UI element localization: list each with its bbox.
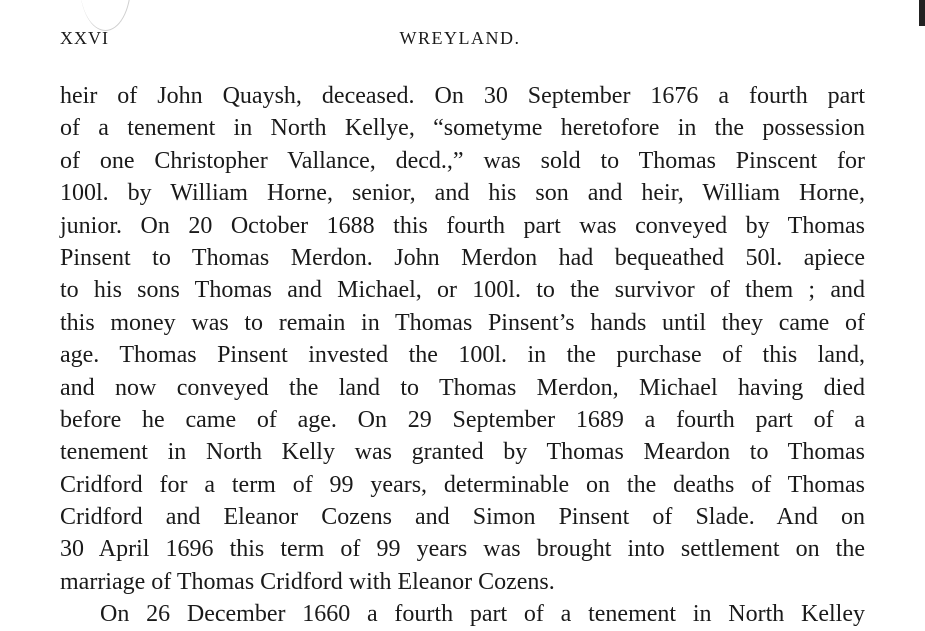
- text-line: of a tenement in North Kellye, “sometyme heretofore in the possession: [60, 115, 865, 142]
- text-line: to his sons Thomas and Michael, or 100l. to the survivor of them ; and: [60, 277, 865, 304]
- text-line: Cridford and Eleanor Cozens and Simon Pinsent of Slade. And on: [60, 504, 865, 531]
- text-line: Cridford for a term of 99 years, determinable on the deaths of Thomas: [60, 471, 865, 498]
- text-line: before he came of age. On 29 September 1689 a fourth part of a: [60, 406, 865, 433]
- page-header: [60, 28, 860, 58]
- page-number: XXVI: [60, 28, 109, 48]
- page-edge-mark: [919, 0, 925, 26]
- text-line: junior. On 20 October 1688 this fourth part was conveyed by Thomas: [60, 212, 865, 239]
- text-line: this money was to remain in Thomas Pinsent’s hands until they came of: [60, 309, 865, 336]
- text-line: marriage of Thomas Cridford with Eleanor Cozens.: [60, 568, 555, 595]
- text-line: age. Thomas Pinsent invested the 100l. in the purchase of this land,: [60, 342, 865, 369]
- page-corner-shadow: [80, 0, 131, 31]
- next-paragraph-line: On 26 December 1660 a fourth part of a tenement in North Kelley: [100, 601, 865, 628]
- text-line: and now conveyed the land to Thomas Merdon, Michael having died: [60, 374, 865, 401]
- running-head: WREYLAND.: [399, 28, 521, 48]
- text-line: tenement in North Kelly was granted by Thomas Meardon to Thomas: [60, 439, 865, 466]
- text-line: 30 April 1696 this term of 99 years was brought into settlement on the: [60, 536, 865, 563]
- body-paragraph: [60, 80, 865, 631]
- text-line: heir of John Quaysh, deceased. On 30 September 1676 a fourth part: [60, 83, 865, 109]
- text-line: 100l. by William Horne, senior, and his son and heir, William Horne,: [60, 180, 865, 207]
- text-line: Pinsent to Thomas Merdon. John Merdon had bequeathed 50l. apiece: [60, 244, 865, 271]
- text-line: of one Christopher Vallance, decd.,” was sold to Thomas Pinscent for: [60, 147, 865, 174]
